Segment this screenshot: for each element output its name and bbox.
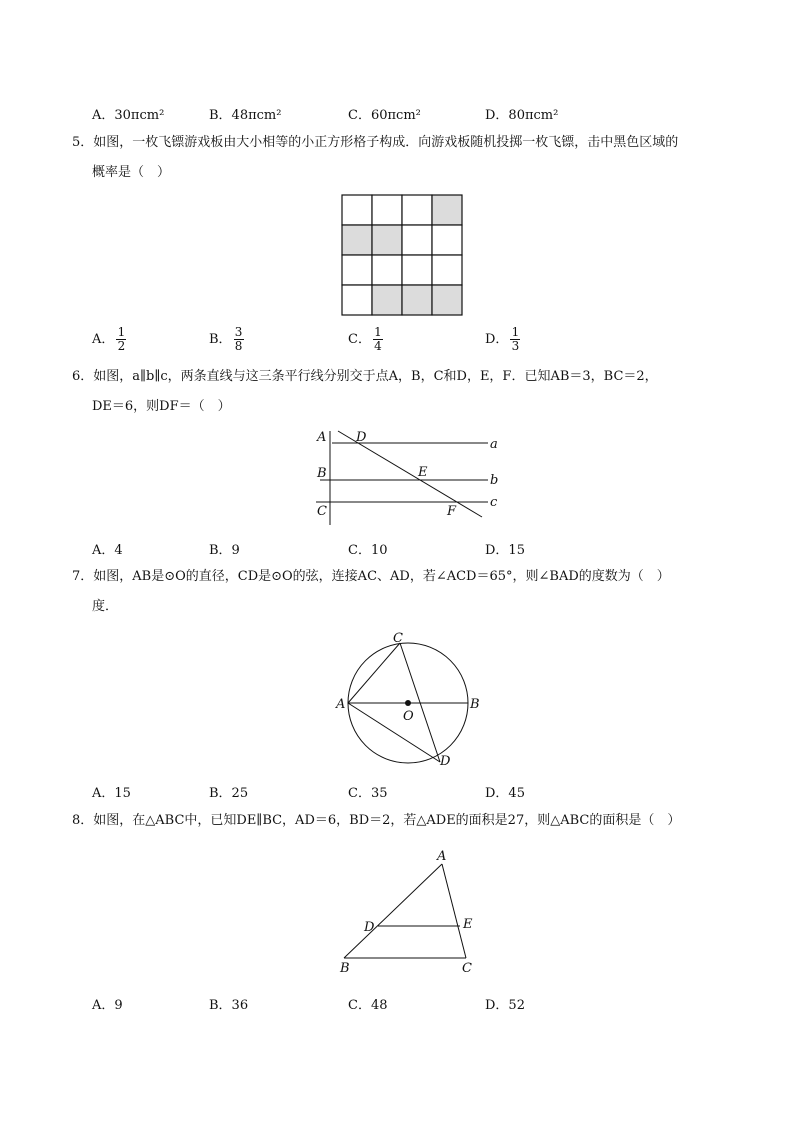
- q5-line1: 5．如图，一枚飞镖游戏板由大小相等的小正方形格子构成．向游戏板随机投掷一枚飞镖，击中黑色区域的: [72, 135, 679, 150]
- label-B: B: [317, 466, 327, 481]
- grid-cell: [372, 195, 402, 225]
- q5-line2: 概率是（ ）: [92, 165, 171, 180]
- q8-option-d: D．52: [485, 998, 525, 1013]
- grid-cell: [372, 255, 402, 285]
- q7-option-c: C．35: [348, 786, 388, 801]
- q8-options: [92, 994, 732, 1014]
- label-C: C: [317, 504, 327, 519]
- label-D: D: [364, 920, 375, 935]
- grid-cell-shaded: [372, 285, 402, 315]
- segment-ad: [348, 703, 440, 762]
- grid-cell: [402, 255, 432, 285]
- q5-stem: [72, 128, 732, 188]
- side-ac: [442, 864, 466, 958]
- grid-cell-shaded: [342, 225, 372, 255]
- label-D: D: [356, 430, 367, 445]
- q7-line1: 7．如图，AB是⊙O的直径，CD是⊙O的弦，连接AC、AD，若∠ACD＝65°，则∠BAD的度数为（ ）: [72, 569, 670, 584]
- grid-cell: [432, 255, 462, 285]
- q7-line2: 度．: [92, 599, 119, 614]
- label-E: E: [418, 465, 428, 480]
- q6-stem: [72, 362, 732, 422]
- q7-stem: [72, 562, 732, 622]
- label-C: C: [393, 631, 403, 646]
- q4-option-c: C．60πcm²: [348, 108, 421, 123]
- grid-cell-shaded: [432, 285, 462, 315]
- q7-option-b: B．25: [209, 786, 249, 801]
- q8-triangle-figure: [330, 846, 490, 976]
- q6-line2: DE＝6，则DF＝（ ）: [92, 399, 231, 414]
- q5-dart-board: [341, 194, 465, 316]
- q6-option-a: A．4: [92, 543, 123, 558]
- q4-options: [92, 104, 732, 124]
- q4-option-a: A．30πcm²: [92, 108, 165, 123]
- label-E: E: [463, 917, 473, 932]
- q7-options: [92, 782, 732, 802]
- q5-option-b: B． $\frac{3}{8}$: [209, 325, 243, 353]
- label-B: B: [470, 697, 480, 712]
- grid-cell-shaded: [402, 285, 432, 315]
- q5-options: [92, 326, 732, 360]
- q6-option-b: B．9: [209, 543, 240, 558]
- label-F: F: [447, 504, 457, 519]
- grid-cell-shaded: [432, 195, 462, 225]
- q8-option-a: A．9: [92, 998, 123, 1013]
- label-B: B: [340, 961, 350, 976]
- label-a: a: [490, 437, 498, 452]
- grid-cell: [402, 225, 432, 255]
- q5-option-d: D． $\frac{1}{3}$: [485, 325, 520, 353]
- side-ab: [344, 864, 442, 958]
- label-b: b: [490, 473, 499, 488]
- q7-circle-figure: [330, 628, 490, 773]
- q5-option-a: A． $\frac{1}{2}$: [92, 325, 126, 353]
- q4-option-d: D．80πcm²: [485, 108, 559, 123]
- q6-option-d: D．15: [485, 543, 525, 558]
- q8-line1: 8．如图，在△ABC中，已知DE∥BC，AD＝6，BD＝2，若△ADE的面积是27，则△ABC的面积是（ ）: [72, 813, 681, 828]
- label-c: c: [490, 495, 498, 510]
- label-A: A: [336, 697, 346, 712]
- label-C: C: [462, 961, 472, 976]
- label-O: O: [403, 709, 414, 724]
- q4-option-b: B．48πcm²: [209, 108, 282, 123]
- label-D: D: [440, 754, 451, 769]
- q6-options: [92, 539, 732, 559]
- label-A: A: [317, 430, 327, 445]
- grid-cell: [402, 195, 432, 225]
- label-A: A: [437, 849, 447, 864]
- q7-option-d: D．45: [485, 786, 525, 801]
- q8-stem: [72, 806, 732, 836]
- q8-option-c: C．48: [348, 998, 388, 1013]
- q5-option-c: C． $\frac{1}{4}$: [348, 325, 382, 353]
- grid-cell: [342, 285, 372, 315]
- q5-grid: [342, 195, 462, 315]
- grid-cell-shaded: [372, 225, 402, 255]
- grid-cell: [432, 225, 462, 255]
- q6-option-c: C．10: [348, 543, 388, 558]
- grid-cell: [342, 255, 372, 285]
- grid-cell: [342, 195, 372, 225]
- q6-line1: 6．如图，a∥b∥c，两条直线与这三条平行线分别交于点A，B，C和D，E，F．已知AB＝3，BC＝2，: [72, 369, 658, 384]
- q8-option-b: B．36: [209, 998, 249, 1013]
- q7-option-a: A．15: [92, 786, 131, 801]
- q6-parallel-lines-figure: [310, 425, 510, 527]
- center-point: [405, 700, 411, 706]
